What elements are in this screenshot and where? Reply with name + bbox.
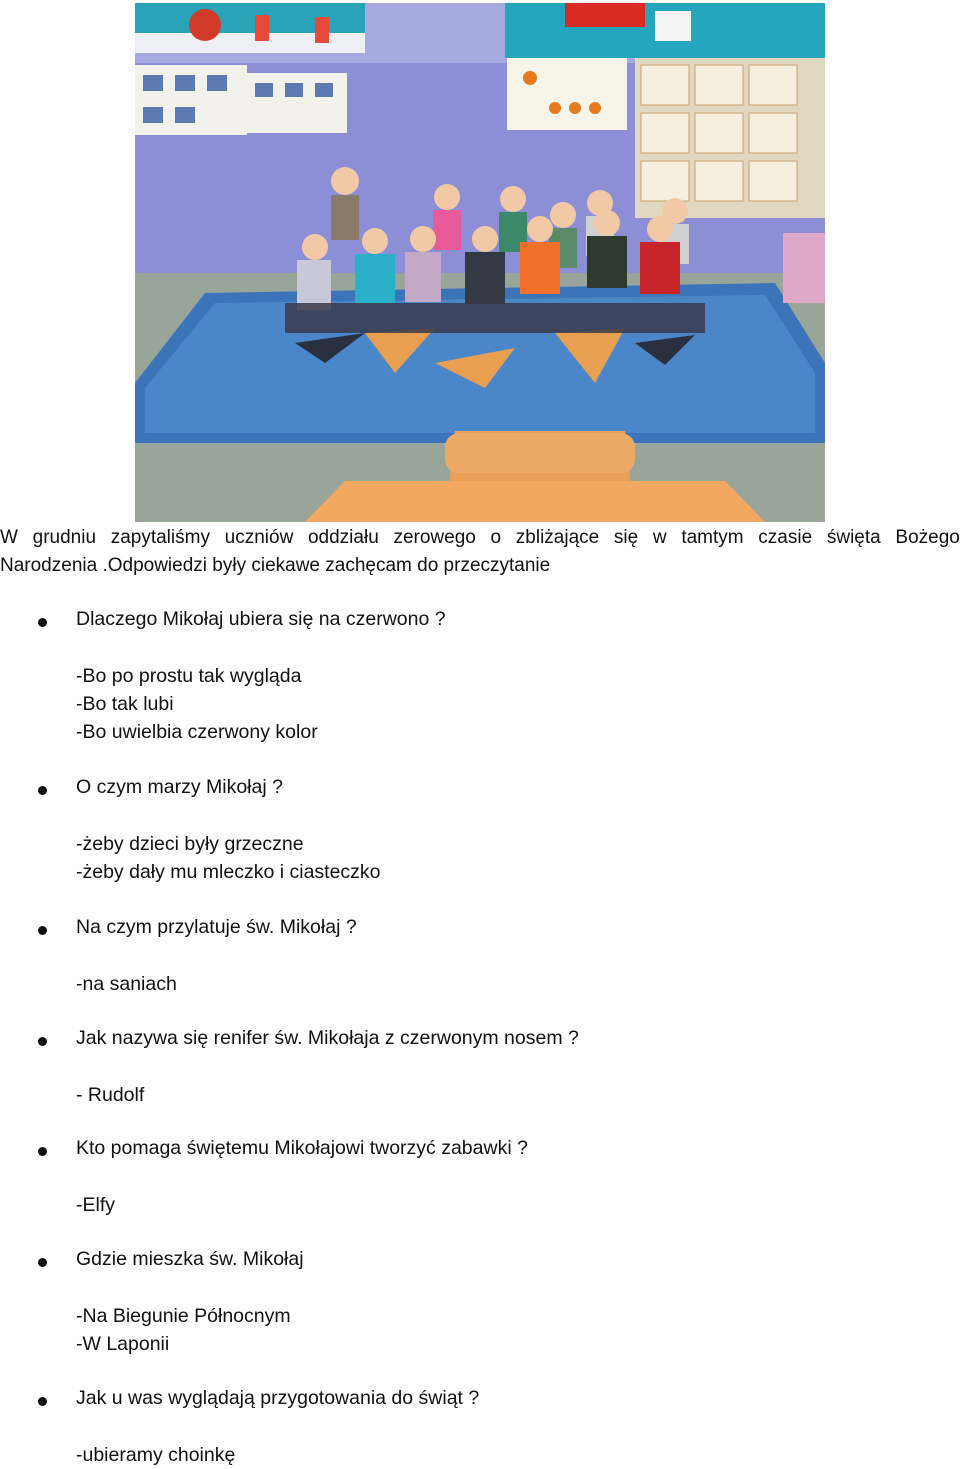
bullet-icon xyxy=(38,926,47,935)
intro-line-2: Narodzenia .Odpowiedzi były ciekawe zachęcam do przeczytanie xyxy=(0,555,551,576)
question-text: Gdzie mieszka św. Mikołaj xyxy=(76,1248,304,1270)
answer-text: -Na Biegunie Północnym xyxy=(76,1305,291,1327)
question-text: Dlaczego Mikołaj ubiera się na czerwono ? xyxy=(76,608,446,630)
answer-text: -Bo uwielbia czerwony kolor xyxy=(76,721,318,743)
question-text: O czym marzy Mikołaj ? xyxy=(76,776,283,798)
answer-text: -na saniach xyxy=(76,973,177,995)
intro-paragraph xyxy=(0,524,960,580)
answer-list xyxy=(76,970,177,998)
answer-list xyxy=(76,830,381,886)
intro-line-1: W grudniu zapytaliśmy uczniów oddziału zerowego o zbliżające się w tamtym czasie święta Bożego xyxy=(0,527,960,548)
answer-text: -ubieramy choinkę xyxy=(76,1444,236,1466)
bullet-icon xyxy=(38,1397,47,1406)
bullet-icon xyxy=(38,786,47,795)
answer-text: -Bo po prostu tak wygląda xyxy=(76,665,302,687)
question-text: Kto pomaga świętemu Mikołajowi tworzyć zabawki ? xyxy=(76,1137,528,1159)
answer-text: - Rudolf xyxy=(76,1084,145,1106)
answer-list xyxy=(76,1191,115,1219)
answer-text: -Bo tak lubi xyxy=(76,693,174,715)
answer-text: -W Laponii xyxy=(76,1333,170,1355)
question-text: Jak u was wyglądają przygotowania do świąt ? xyxy=(76,1387,480,1409)
answer-text: -Elfy xyxy=(76,1194,115,1216)
answer-list xyxy=(76,1302,291,1358)
bullet-icon xyxy=(38,1037,47,1046)
classroom-photo xyxy=(135,3,825,522)
bullet-icon xyxy=(38,618,47,627)
answer-list xyxy=(76,1441,235,1469)
answer-list xyxy=(76,1081,144,1109)
answer-text: -żeby dały mu mleczko i ciasteczko xyxy=(76,861,381,883)
answer-list xyxy=(76,662,318,746)
answer-text: -żeby dzieci były grzeczne xyxy=(76,833,304,855)
question-text: Na czym przylatuje św. Mikołaj ? xyxy=(76,916,357,938)
bullet-icon xyxy=(38,1147,47,1156)
bullet-icon xyxy=(38,1258,47,1267)
question-text: Jak nazywa się renifer św. Mikołaja z czerwonym nosem ? xyxy=(76,1027,579,1049)
